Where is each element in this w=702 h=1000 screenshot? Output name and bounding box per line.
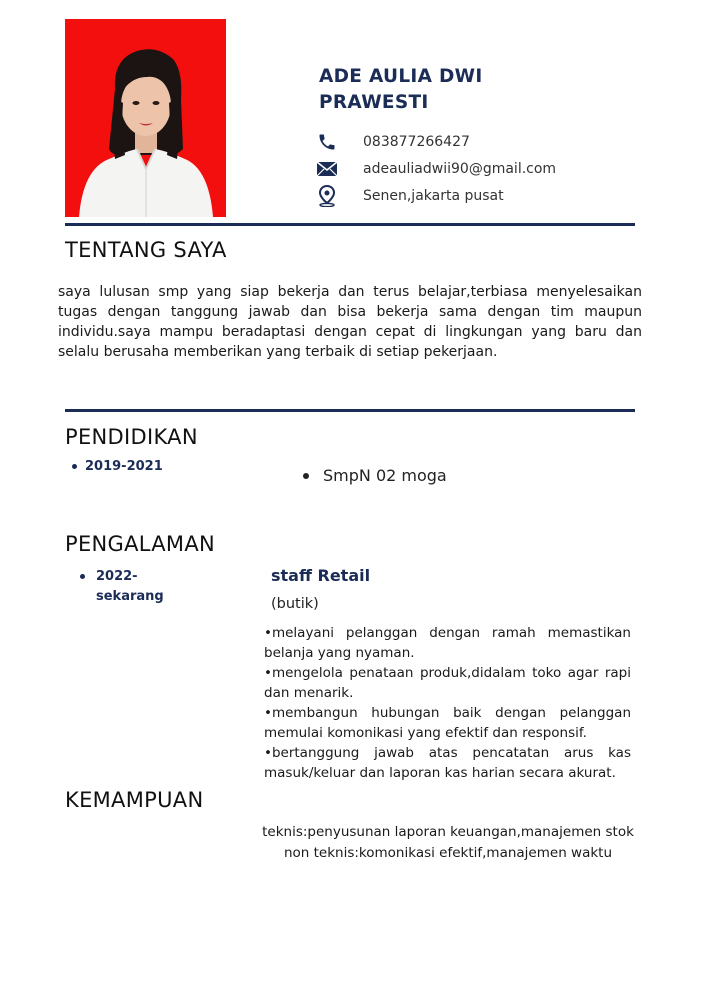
skills-non-technical: non teknis:komonikasi efektif,manajemen waktu	[283, 845, 613, 861]
skills-title: KEMAMPUAN	[65, 788, 204, 812]
duty-item: •melayani pelanggan dengan ramah memastikan belanja yang nyaman.	[264, 625, 631, 661]
education-period-text: 2019-2021	[85, 459, 163, 474]
education-school	[303, 466, 447, 485]
location-text: Senen,jakarta pusat	[363, 188, 504, 204]
contact-email	[315, 157, 557, 181]
email-address: adeauliadwii90@gmail.com	[363, 161, 557, 177]
experience-period-line-2: sekarang	[96, 589, 164, 604]
skills-technical: teknis:penyusunan laporan keuangan,manajemen stok	[262, 824, 634, 840]
experience-title: PENGALAMAN	[65, 532, 216, 556]
name-line-1: ADE AULIA DWI	[319, 66, 483, 87]
contact-phone	[315, 130, 470, 154]
phone-number: 083877266427	[363, 134, 470, 150]
duty-item: •bertanggung jawab atas pencatatan arus kas masuk/keluar dan laporan kas harian secara akurat.	[264, 745, 631, 781]
contact-location	[315, 184, 504, 208]
phone-icon	[315, 131, 339, 153]
section-divider	[65, 409, 635, 412]
job-title: staff Retail	[271, 566, 371, 585]
name-line-2: PRAWESTI	[319, 92, 429, 113]
duty-item: •membangun hubungan baik dengan pelanggan memulai komonikasi yang efektif dan responsif.	[264, 705, 631, 741]
bullet-dot	[80, 574, 85, 579]
education-title: PENDIDIKAN	[65, 425, 198, 449]
job-company: (butik)	[271, 596, 319, 612]
section-divider	[65, 223, 635, 226]
school-name: SmpN 02 moga	[323, 466, 447, 485]
bullet-dot	[303, 473, 309, 479]
full-name	[319, 64, 483, 116]
about-title: TENTANG SAYA	[65, 238, 227, 262]
education-period	[72, 459, 163, 474]
location-pin-icon	[315, 185, 339, 207]
person-portrait-image	[65, 19, 226, 217]
experience-period-line-1: 2022-	[96, 569, 138, 584]
job-duties	[264, 623, 631, 783]
skills-text	[262, 822, 634, 864]
about-text: saya lulusan smp yang siap bekerja dan terus belajar,terbiasa menyelesaikan tugas dengan tanggung jawab dan bisa bekerja sama dengan tim maupun individu.saya mampu beradaptasi dengan cepat di lingkungan yang baru dan selalu berusaha memberikan yang terbaik di setiap pekerjaan.	[58, 284, 642, 360]
envelope-icon	[315, 158, 339, 180]
duty-item: •mengelola penataan produk,didalam toko agar rapi dan menarik.	[264, 665, 631, 701]
bullet-dot	[72, 464, 77, 469]
profile-photo	[65, 19, 226, 217]
experience-period	[80, 567, 164, 607]
